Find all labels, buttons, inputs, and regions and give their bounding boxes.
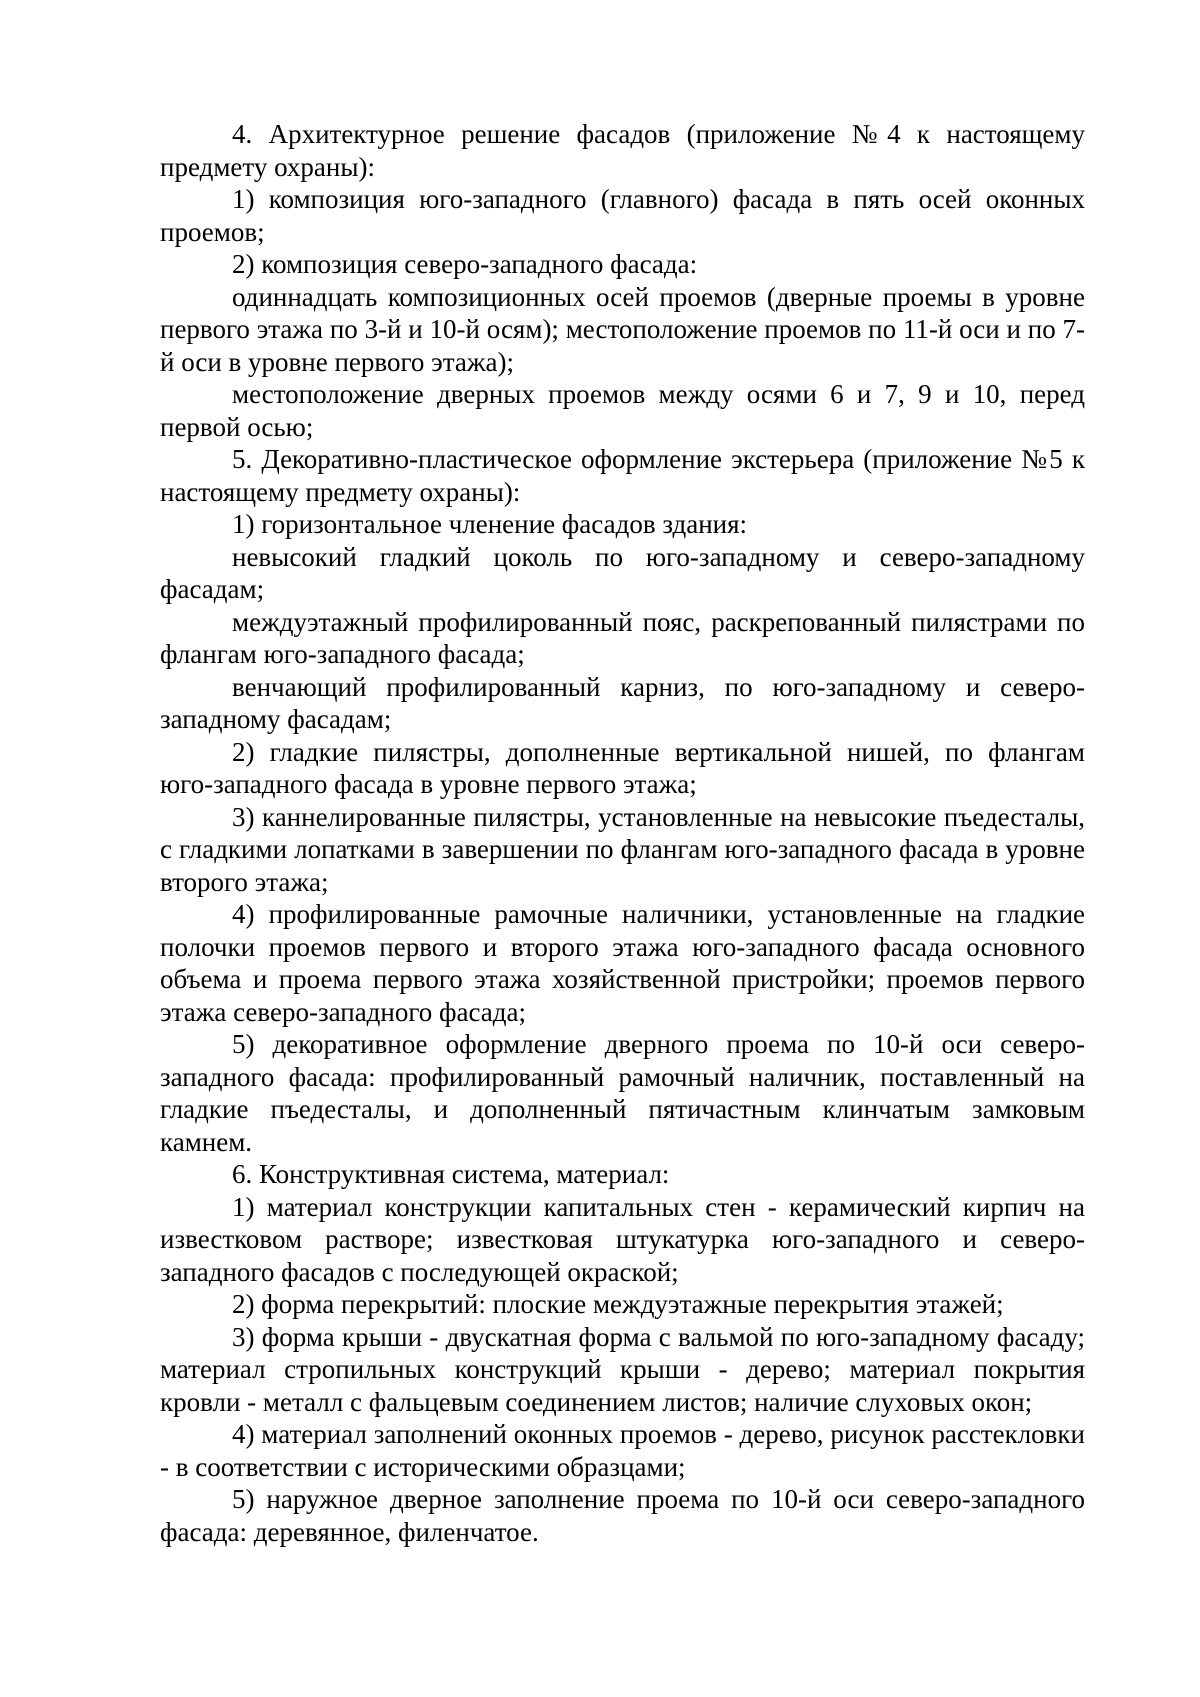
paragraph: 3) форма крыши - двускатная форма с вальмой по юго-западному фасаду; материал стропильных конструкций крыши - дерево; материал покрытия кровли - металл с фальцевым соединением листов; наличие слуховых окон; xyxy=(160,1321,1085,1417)
paragraph: местоположение дверных проемов между осями 6 и 7, 9 и 10, перед первой осью; xyxy=(160,379,1085,442)
paragraph: одиннадцать композиционных осей проемов (дверные проемы в уровне первого этажа по 3-й и 10-й осям); местоположение проемов по 11-й оси и по 7-й оси в уровне первого этажа); xyxy=(160,281,1085,377)
paragraph: 1) горизонтальное членение фасадов здания: xyxy=(232,509,748,539)
section-heading-decoration: 5. Декоративно-пластическое оформление экстерьера (приложение №5 к настоящему предмету охраны): xyxy=(160,444,1085,507)
section-heading-construction: 6. Конструктивная система, материал: xyxy=(232,1159,670,1189)
document-page xyxy=(160,118,1085,1548)
paragraph: 5) наружное дверное заполнение проема по 10-й оси северо-западного фасада: деревянное, филенчатое. xyxy=(160,1484,1085,1547)
paragraph: 1) композиция юго-западного (главного) фасада в пять осей оконных проемов; xyxy=(160,184,1085,247)
paragraph: 3) каннелированные пилястры, установленные на невысокие пъедесталы, с гладкими лопатками в завершении по флангам юго-западного фасада в уровне второго этажа; xyxy=(160,801,1085,897)
paragraph: 2) форма перекрытий: плоские междуэтажные перекрытия этажей; xyxy=(232,1289,1004,1319)
paragraph: невысокий гладкий цоколь по юго-западному и северо-западному фасадам; xyxy=(160,541,1085,604)
paragraph: 4) профилированные рамочные наличники, установленные на гладкие полочки проемов первого и второго этажа юго-западного фасада основного объема и проема первого этажа хозяйственной пристройки; проемов первого этажа северо-западного фасада; xyxy=(160,899,1085,1027)
section-heading-facades: 4. Архитектурное решение фасадов (приложение №4 к настоящему предмету охраны): xyxy=(160,119,1085,182)
paragraph: 1) материал конструкции капитальных стен - керамический кирпич на известковом растворе; известковая штукатурка юго-западного и северо-западного фасадов с последующей окраской; xyxy=(160,1191,1085,1287)
paragraph: 5) декоративное оформление дверного проема по 10-й оси северо-западного фасада: профилированный рамочный наличник, поставленный на гладкие пъедесталы, и дополненный пятичастным клинчатым замковым камнем. xyxy=(160,1029,1085,1157)
paragraph: 2) гладкие пилястры, дополненные вертикальной нишей, по флангам юго-западного фасада в уровне первого этажа; xyxy=(160,736,1085,799)
paragraph: венчающий профилированный карниз, по юго-западному и северо-западному фасадам; xyxy=(160,671,1085,734)
paragraph: 4) материал заполнений оконных проемов - дерево, рисунок расстекловки - в соответствии с историческими образцами; xyxy=(160,1419,1085,1482)
paragraph: междуэтажный профилированный пояс, раскрепованный пилястрами по флангам юго-западного фасада; xyxy=(160,606,1085,669)
paragraph: 2) композиция северо-западного фасада: xyxy=(232,249,698,279)
